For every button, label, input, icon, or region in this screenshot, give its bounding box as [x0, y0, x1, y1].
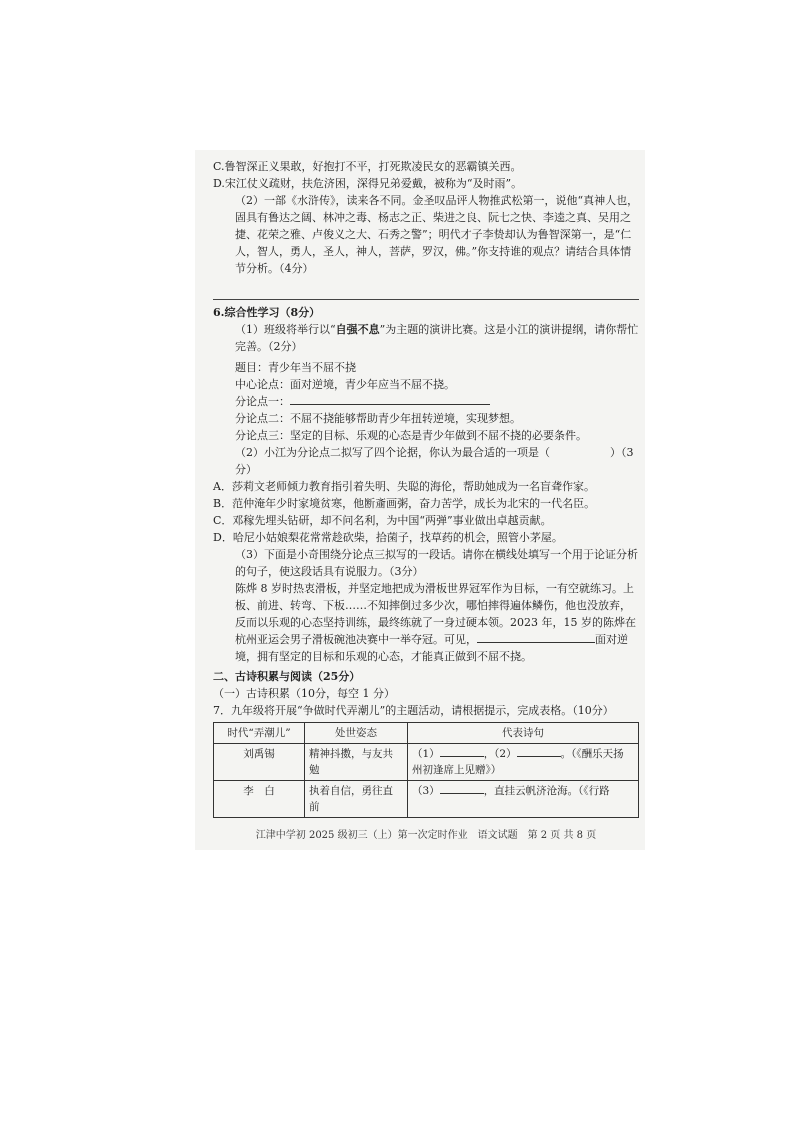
table-header-row: [214, 723, 639, 744]
poem-table: [213, 722, 639, 818]
q5-option-c: C.鲁智深正义果敢，好抱打不平，打死欺凌民女的恶霸镇关西。: [213, 160, 522, 173]
q6-option-b: B．范仲淹年少时家境贫寒，他断齑画粥，奋力苦学，成长为北宋的一代名臣。: [213, 497, 596, 510]
answer-blank[interactable]: [440, 783, 484, 794]
q6-paragraph: 陈烨 8 岁时热衷滑板，并坚定地把成为滑板世界冠军作为目标，一有空就练习。上板、前进、转弯、下板……不知摔倒过多少次，哪怕摔得遍体鳞伤，他也没放弃，反而以乐观的心态坚持训练，最终练就了一身过硬本领。2023 年，15 岁的陈烨在杭州亚运会男子滑板碗池决赛中一举夺冠。可见， 面对逆境，拥有坚定的目标和乐观的心态，才能真正做到不屈不挠。: [235, 582, 636, 663]
section2-sub: （一）古诗积累（10分，每空 1 分）: [213, 687, 395, 700]
col-header: 代表诗句: [408, 723, 639, 744]
outline-topic: 题目：青少年当不屈不挠: [235, 361, 356, 374]
table-row: [214, 781, 639, 818]
divider: [213, 299, 639, 300]
row-attitude: 精神抖擞，与友共勉: [305, 744, 408, 781]
speech-theme: 自强不息: [335, 323, 380, 336]
answer-blank[interactable]: [517, 746, 561, 757]
exam-content: [213, 158, 639, 818]
outline-sub2: 分论点二：不屈不挠能够帮助青少年扭转逆境，实现梦想。: [235, 412, 521, 425]
row-verse: （3） ，直挂云帆济沧海。（《行路: [408, 781, 639, 818]
q6-option-a: A．莎莉文老师倾力教育指引着失明、失聪的海伦，帮助她成为一名盲聋作家。: [213, 480, 595, 493]
q6-option-d: D．哈尼小姑娘梨花常常趁砍柴，拾菌子，找草药的机会，照管小茅屋。: [213, 531, 563, 544]
q5-option-d: D.宋江仗义疏财，扶危济困，深得兄弟爱戴，被称为“及时雨”。: [213, 177, 523, 190]
answer-blank[interactable]: [440, 746, 484, 757]
row-name: 刘禹锡: [214, 744, 305, 781]
q6-option-c: C．邓稼先埋头钻研，却不问名利，为中国“两弹”事业做出卓越贡献。: [213, 514, 552, 527]
outline-sub3: 分论点三：坚定的目标、乐观的心态是青少年做到不屈不挠的必要条件。: [235, 429, 587, 442]
q5-part2: （2）一部《水浒传》，读来各不同。金圣叹品评人物推武松第一，说他“真神人也，固具有鲁达之阔、林冲之毒、杨志之正、柴进之良、阮七之快、李逵之真、吴用之捷、花荣之雅、卢俊义之大、石秀之警”；明代才子李贽却认为鲁智深第一，是“仁人，智人，勇人，圣人，神人，菩萨，罗汉，佛。”你支持谁的观点？请结合具体情节分析。（4分）: [235, 194, 639, 275]
answer-blank[interactable]: [290, 394, 490, 405]
q6-part2: （2）小江为分论点二拟写了四个论据，你认为最合适的一项是（ ）（3分）: [235, 446, 634, 476]
answer-blank[interactable]: [477, 632, 595, 643]
q6-part3: （3）下面是小奇围绕分论点三拟写的一段话。请你在横线处填写一个用于论证分析的句子，使这段话具有说服力。（3分）: [235, 548, 638, 578]
outline-sub1: 分论点一：: [213, 393, 639, 410]
row-verse: （1） ，（2） 。（《酬乐天扬州初逢席上见赠》）: [408, 744, 639, 781]
col-header: 时代“弄潮儿”: [214, 723, 305, 744]
q6-part1: （1）班级将举行以“自强不息”为主题的演讲比赛。这是小江的演讲提纲，请你帮忙完善。（2分）: [235, 323, 639, 353]
q6-title: 6.综合性学习（8分）: [213, 306, 321, 319]
section2-heading: 二、古诗积累与阅读（25分）: [213, 670, 361, 683]
page-footer: 江津中学初 2025 级初三（上）第一次定时作业 语文试题 第 2 页 共 8 页: [255, 830, 597, 841]
row-name: 李 白: [214, 781, 305, 818]
col-header: 处世姿态: [305, 723, 408, 744]
q7-prompt: 7．九年级将开展“争做时代弄潮儿”的主题活动，请根据提示，完成表格。（10分）: [213, 704, 614, 717]
row-attitude: 执着自信，勇往直前: [305, 781, 408, 818]
outline-thesis: 中心论点：面对逆境，青少年应当不屈不挠。: [235, 378, 455, 391]
table-row: [214, 744, 639, 781]
